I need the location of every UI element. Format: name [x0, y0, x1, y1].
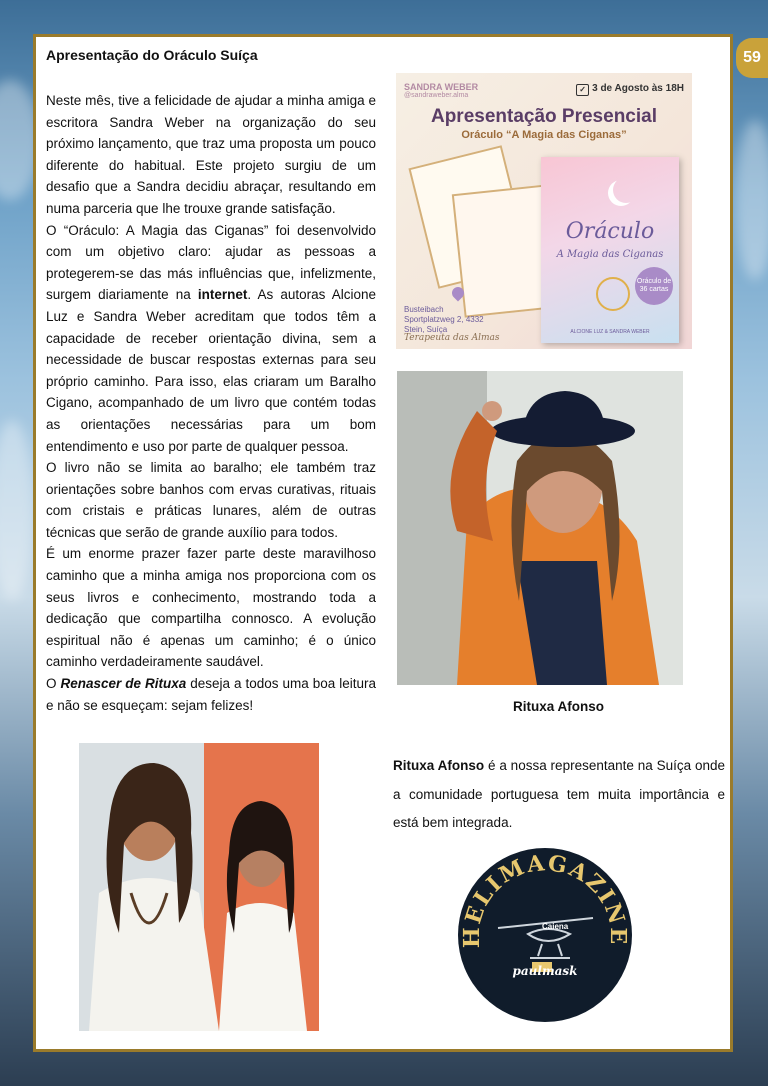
logo-signature: paulmask: [512, 964, 578, 978]
helimagazine-logo: [458, 848, 632, 1022]
moon-icon: [613, 177, 639, 203]
side-paragraph: [393, 752, 725, 838]
poster-brand: Terapeuta das Almas: [404, 333, 500, 343]
background-cloud: [0, 420, 34, 600]
poster-date: [576, 83, 684, 96]
poster-subheadline: Oráculo “A Magia das Ciganas”: [461, 129, 627, 141]
side-text: é a nossa representante na Suíça onde a comunidade portuguesa tem muita importância e está bem integrada.: [393, 758, 725, 830]
calendar-check-icon: ✓: [576, 84, 589, 96]
sun-icon: [596, 277, 630, 311]
article-paragraph: O livro não se limita ao baralho; ele também traz orientações sobre banhos com ervas curativas, rituais com cristais e práticas lunares, além de outras técnicas que serão de grande auxílio para todos.: [46, 460, 376, 540]
article-paragraph: É um enorme prazer fazer parte deste maravilhoso caminho que a minha amiga nos proporciona com os seus livros e conhecimento, mostrando toda a dedicação que compartilha connosco. A evolução espiritual não é apenas um caminho; é o único caminho verdadeiramente saudável.: [46, 546, 376, 670]
poster-date-text: 3 de Agosto às 18H: [592, 83, 684, 94]
poster-handle: @sandraweber.alma: [404, 92, 469, 99]
page-number-badge: 59: [736, 38, 768, 78]
book-subtitle: A Magia das Ciganas: [556, 249, 664, 260]
article-body: [46, 90, 376, 716]
photo-illustration: [397, 371, 683, 685]
poster-headline: Apresentação Presencial: [430, 106, 657, 127]
logo-ring-text: HELIMAGAZINE: [458, 850, 632, 949]
photo-rituxa-afonso: [397, 371, 683, 685]
photo-illustration: [79, 743, 319, 1031]
article-paragraph: [46, 673, 376, 716]
book-cover: [541, 157, 679, 343]
event-poster: [396, 73, 692, 349]
cards-badge: Oráculo de 36 cartas: [635, 267, 673, 305]
article-bold-italic-text: Renascer de Rituxa: [60, 676, 187, 692]
article-text: . As autoras Alcione Luz e Sandra Weber acreditam que todos têm a capacidade de receber orientação divina, sem a necessidade de buscar respostas externas para seu próprio caminho. Para isso, elas criaram um Baralho Cigano, acompanhado de um livro que contém todas as orientações necessárias para um bom entendimento e uso por parte de qualquer pessoa.: [46, 287, 377, 454]
book-title: Oráculo: [565, 219, 655, 244]
poster-author: SANDRA WEBER: [404, 82, 479, 92]
page-title: Apresentação do Oráculo Suíça: [46, 47, 258, 63]
article-bold-text: internet: [197, 287, 248, 303]
article-text: O: [46, 676, 61, 692]
article-text: deseja a todos uma boa leitura e não se esqueçam: sejam felizes!: [46, 676, 376, 713]
article-paragraph: [46, 220, 376, 458]
book-authors: ALCIONE LUZ & SANDRA WEBER: [570, 329, 650, 335]
logo-ring: [458, 848, 632, 1022]
side-bold-name: Rituxa Afonso: [393, 758, 485, 773]
article-paragraph: Neste mês, tive a felicidade de ajudar a minha amiga e escritora Sandra Weber na organização do seu próximo lançamento, que traz uma proposta um pouco diferente do habitual. Este projeto surgiu de um desafio que a Sandra decidiu abraçar, resultando em numa parceria que lhe trouxe grande satisfação.: [46, 93, 376, 216]
logo-caiena: Caiena: [542, 922, 569, 931]
photo-caption: Rituxa Afonso: [513, 699, 604, 714]
poster-address: Busteibach Sportplatzweg 2, 4332 Stein, Suíça: [404, 305, 484, 334]
article-text: O “Oráculo: A Magia das Ciganas” foi desenvolvido com um objetivo claro: ajudar as pessoas a protegerem-se das más influências que, infelizmente, surgem diariamente na: [46, 222, 376, 303]
background-cloud: [735, 120, 768, 280]
photo-two-women: [79, 743, 319, 1031]
